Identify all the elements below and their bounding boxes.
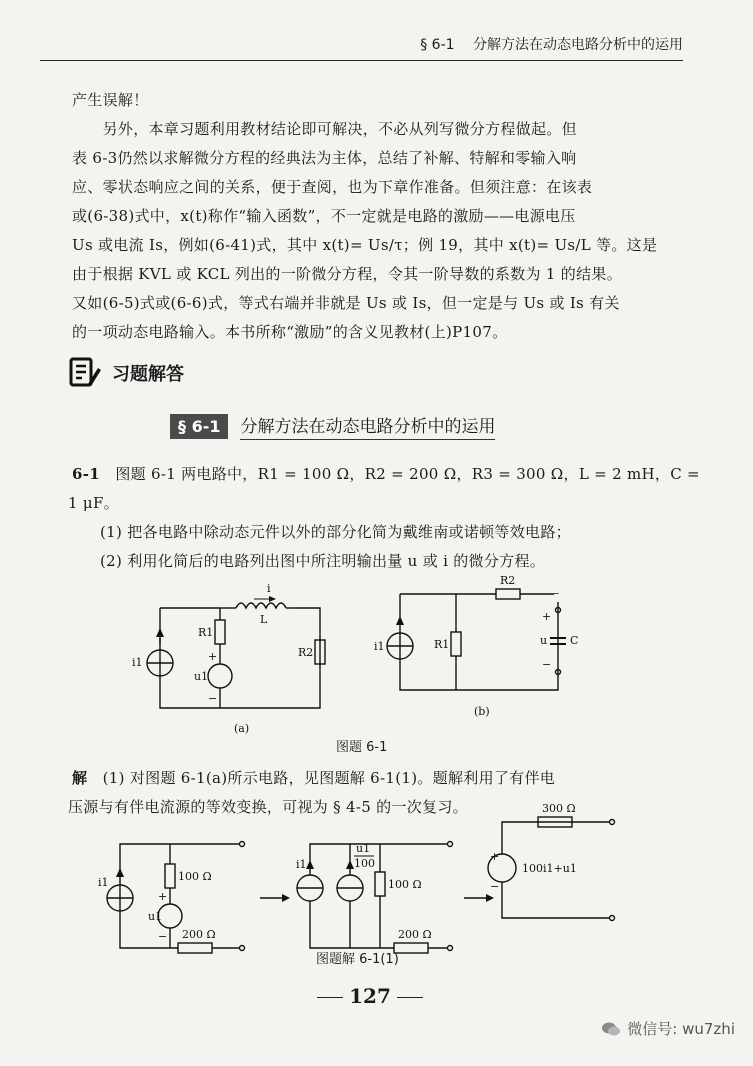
intro-paragraph <box>72 86 672 347</box>
section-title: 分解方法在动态电路分析中的运用 <box>240 412 495 440</box>
intro-line: 应、零状态响应之间的关系，便于查阅，也为下章作准备。但须注意：在该表 <box>72 178 593 196</box>
problem-label: 6-1 <box>72 465 100 483</box>
problem-line-text: 图题 6-1 两电路中，R1 = 100 Ω，R2 = 200 Ω，R3 = 300 Ω，L = 2 mH，C = <box>115 465 700 483</box>
intro-line: 另外，本章习题利用教材结论即可解决，不必从列写微分方程做起。但 <box>72 120 577 138</box>
circuit-diagram-a <box>128 578 338 738</box>
solution-line <box>72 764 672 793</box>
label-300-ohm: 300 Ω <box>542 802 576 815</box>
label-200-ohm-mid: 200 Ω <box>398 928 432 941</box>
label-i1: i1 <box>98 876 109 889</box>
intro-line: Us 或电流 Is，例如(6-41)式，其中 x(t)= Us/τ；例 19，其中 x(t)= Us/L 等。这是 <box>72 236 658 254</box>
exercise-heading-text: 习题解答 <box>112 364 184 385</box>
label-L: L <box>260 613 268 626</box>
intro-line: 或(6-38)式中，x(t)称作“输入函数”，不一定就是电路的激励——电源电压 <box>72 207 576 225</box>
label-100-ohm: 100 Ω <box>178 870 212 883</box>
label-R2: R2 <box>298 646 314 659</box>
watermark-text: 微信号: wu7zhi <box>627 1020 735 1038</box>
exercise-heading <box>68 356 184 390</box>
section-title-bar <box>170 412 495 440</box>
label-C: C <box>570 634 579 647</box>
label-200-ohm: 200 Ω <box>182 928 216 941</box>
page-number-text: 127 <box>349 984 391 1008</box>
running-header <box>40 34 683 61</box>
figure1-caption: 图题 6-1 <box>336 740 388 755</box>
circuit-diagram-b <box>370 572 580 722</box>
figure2-caption: 图题解 6-1(1) <box>316 952 399 967</box>
problem-line: (1) 把各电路中除动态元件以外的部分化简为戴维南或诺顿等效电路； <box>100 523 571 541</box>
label-source: 100i1+u1 <box>522 862 577 875</box>
label-i1-mid: i1 <box>296 858 307 871</box>
wechat-icon <box>601 1021 621 1037</box>
label-a: (a) <box>234 722 250 735</box>
label-i1: i1 <box>132 656 143 669</box>
intro-line: 又如(6-5)式或(6-6)式，等式右端并非就是 Us 或 Is，但一定是与 Us 或 Is 有关 <box>72 294 620 312</box>
problem-line: 1 μF。 <box>68 494 119 512</box>
label-plus-right: + <box>490 850 500 863</box>
label-u: u <box>540 634 548 647</box>
header-section-title: 分解方法在动态电路分析中的运用 <box>473 37 683 53</box>
label-R2: R2 <box>500 574 516 587</box>
problem-line <box>72 460 700 489</box>
label-R1: R1 <box>434 638 450 651</box>
label-i1: i1 <box>374 640 385 653</box>
label-minus: − <box>208 692 218 705</box>
label-plus: + <box>158 890 168 903</box>
solution-line-text: (1) 对图题 6-1(a)所示电路，见图题解 6-1(1)。题解利用了有伴电 <box>102 769 556 787</box>
label-frac-den: 100 <box>354 857 375 870</box>
solution-paragraph <box>68 764 672 822</box>
label-minus: − <box>542 658 552 671</box>
solution-line: 压源与有伴电流源的等效变换，可视为 § 4-5 的一次复习。 <box>68 798 468 816</box>
label-i: i <box>267 582 271 595</box>
label-u1: u1 <box>194 670 209 683</box>
label-100-ohm-mid: 100 Ω <box>388 878 422 891</box>
label-minus: − <box>158 930 168 943</box>
solution-label: 解 <box>72 769 88 787</box>
label-minus-right: − <box>490 880 500 893</box>
intro-line: 表 6-3仍然以求解微分方程的经典法为主体，总结了补解、特解和零输入响 <box>72 149 577 167</box>
section-badge: § 6-1 <box>170 414 228 439</box>
label-plus: + <box>208 650 218 663</box>
problem-line: (2) 利用化简后的电路列出图中所注明输出量 u 或 i 的微分方程。 <box>100 552 546 570</box>
label-u1: u1 <box>148 910 163 923</box>
label-b: (b) <box>474 705 490 718</box>
wechat-watermark <box>601 1018 735 1039</box>
label-plus: + <box>542 610 552 623</box>
header-section-number: § 6-1 <box>420 37 455 53</box>
label-R1: R1 <box>198 626 214 639</box>
notepad-pencil-icon <box>68 356 102 390</box>
page-number <box>310 984 430 1008</box>
label-frac-num: u1 <box>356 842 371 855</box>
intro-line: 由于根据 KVL 或 KCL 列出的一阶微分方程，令其一阶导数的系数为 1 的结果。 <box>72 265 622 283</box>
problem-statement <box>68 460 700 576</box>
intro-line: 产生误解！ <box>72 91 149 109</box>
intro-line: 的一项动态电路输入。本书所称“激励”的含义见教材(上)P107。 <box>72 323 508 341</box>
